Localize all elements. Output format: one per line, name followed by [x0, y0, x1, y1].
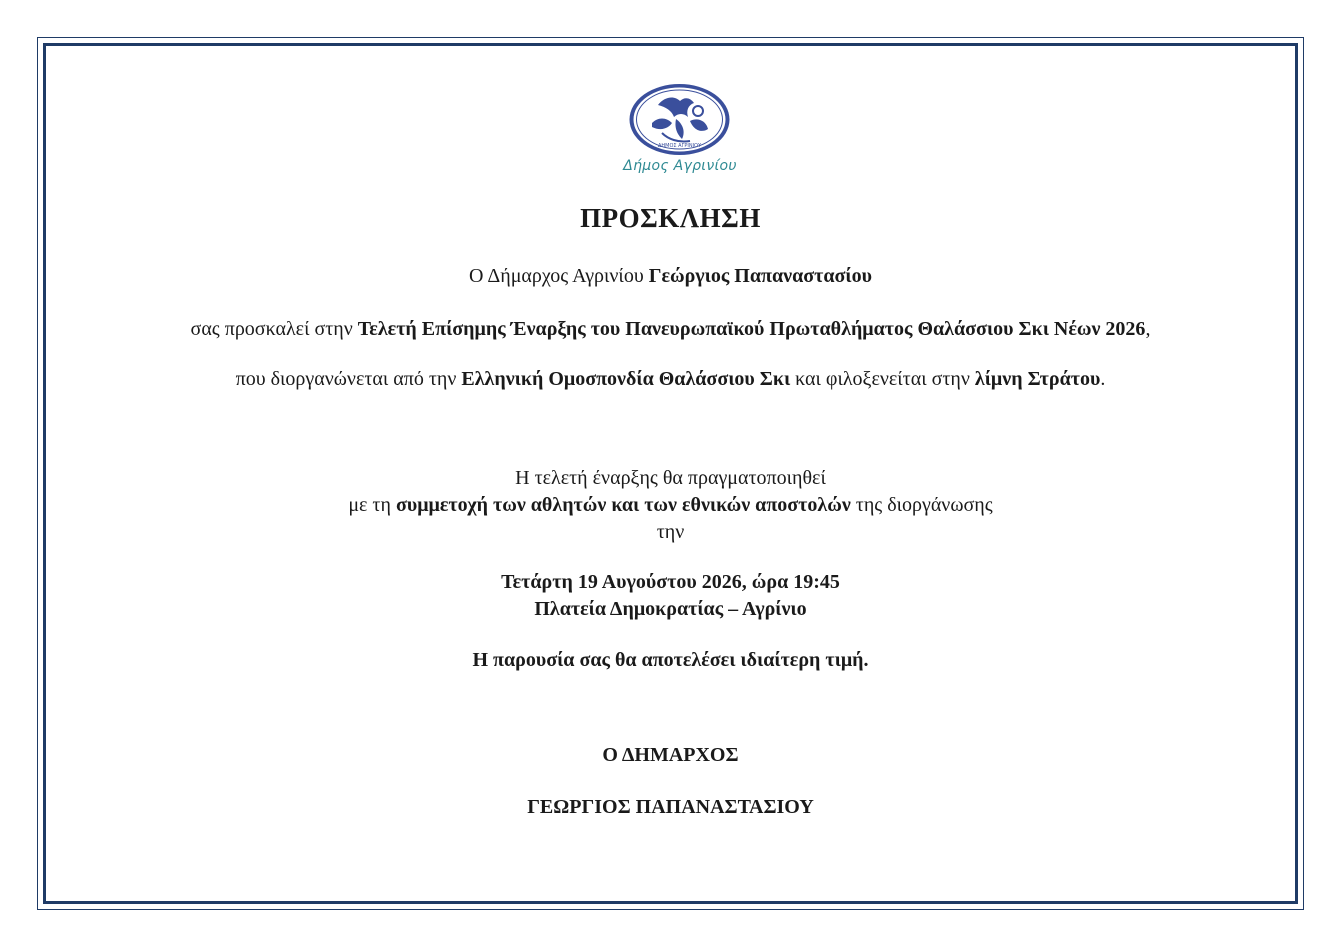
ceremony-prefix: με τη: [348, 494, 396, 516]
event-name: Τελετή Επίσημης Έναρξης του Πανευρωπαϊκού Πρωταθλήματος Θαλάσσιου Σκι Νέων 2026: [357, 318, 1146, 340]
mayor-name: Γεώργιος Παπαναστασίου: [648, 265, 872, 287]
organizer-prefix: που διοργανώνεται από την: [235, 368, 462, 390]
ceremony-suffix: της διοργάνωσης: [850, 494, 993, 516]
signature-name: ΓΕΩΡΓΙΟΣ ΠΑΠΑΝΑΣΤΑΣΙΟΥ: [527, 796, 814, 818]
invite-prefix: σας προσκαλεί στην: [190, 318, 358, 340]
invite-suffix: ,: [1145, 318, 1151, 340]
organizer-suffix: .: [1100, 368, 1106, 390]
ceremony-line-2: [43, 494, 1298, 517]
intro-prefix: Ο Δήμαρχος Αγρινίου: [469, 265, 649, 287]
federation-name: Ελληνική Ομοσπονδία Θαλάσσιου Σκι: [461, 368, 791, 390]
organizer-line: [43, 368, 1298, 391]
organizer-middle: και φιλοξενείται στην: [790, 368, 975, 390]
signature-role: Ο ΔΗΜΑΡΧΟΣ: [602, 744, 739, 766]
participation-text: συμμετοχή των αθλητών και των εθνικών αποστολών: [395, 494, 851, 516]
venue-name: λίμνη Στράτου: [974, 368, 1101, 390]
document-title: ΠΡΟΣΚΛΗΣΗ: [580, 203, 761, 233]
seal-inscription: ΔΗΜΟΣ ΑΓΡΙΝΙΟΥ: [657, 143, 702, 149]
event-location: Πλατεία Δημοκρατίας – Αγρίνιο: [534, 598, 807, 620]
intro-line: [43, 265, 1298, 288]
municipality-seal-logo: [628, 83, 731, 156]
ceremony-line-1: Η τελετή έναρξης θα πραγματοποιηθεί: [515, 467, 826, 489]
municipality-logo-caption: Δήμος Αγρινίου: [623, 158, 737, 174]
ceremony-line-3: την: [656, 521, 685, 543]
event-datetime: Τετάρτη 19 Αυγούστου 2026, ώρα 19:45: [501, 571, 840, 593]
closing-line: Η παρουσία σας θα αποτελέσει ιδιαίτερη τιμή.: [472, 649, 869, 671]
invite-line: [43, 318, 1298, 341]
